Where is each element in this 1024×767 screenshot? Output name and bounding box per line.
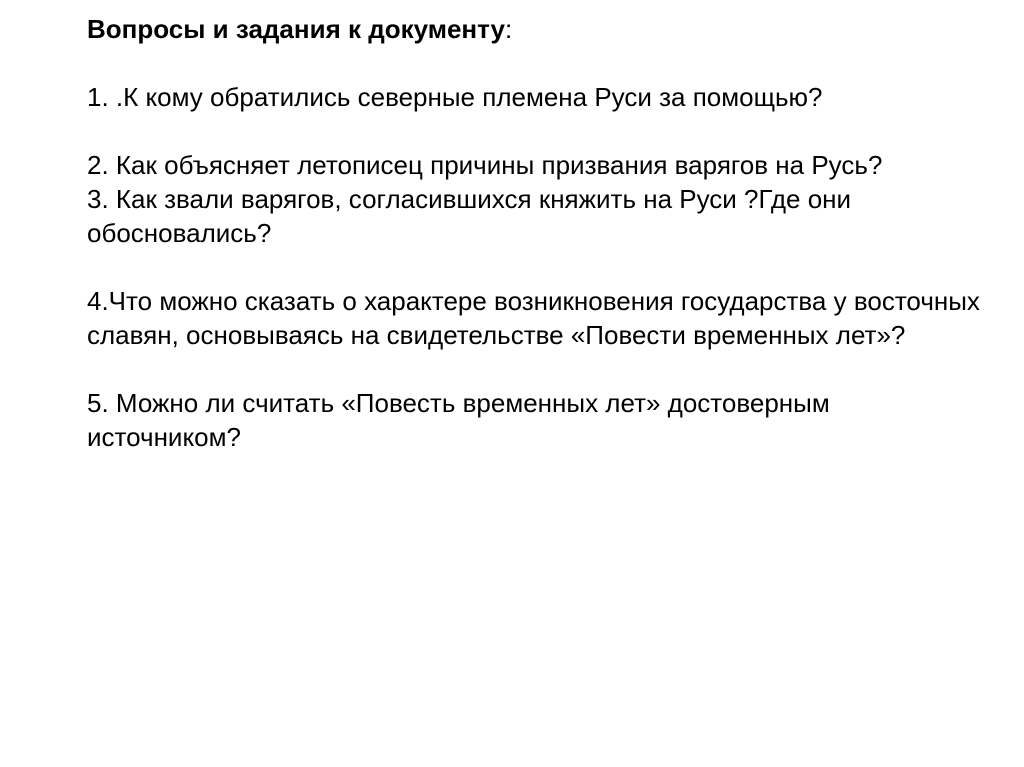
- spacer: [87, 114, 987, 148]
- question-1: 1. .К кому обратились северные племена Руси за помощью?: [87, 82, 823, 112]
- slide-title-colon: :: [504, 14, 513, 44]
- question-2: 2. Как объясняет летописец причины призвания варягов на Русь?: [87, 150, 883, 180]
- question-3: 3. Как звали варягов, согласившихся княжить на Руси ?Где они обосновались?: [87, 184, 852, 248]
- slide-title-bold: Вопросы и задания к документу: [87, 14, 505, 44]
- spacer: [87, 46, 987, 80]
- question-4: 4.Что можно сказать о характере возникновения государства у восточных славян, основываясь на свидетельстве «Повести временных лет»?: [87, 286, 980, 350]
- spacer: [87, 250, 987, 284]
- slide-content: [87, 12, 987, 454]
- spacer: [87, 352, 987, 386]
- slide-title: [87, 12, 987, 46]
- question-5: 5. Можно ли считать «Повесть временных лет» достоверным источником?: [87, 388, 830, 452]
